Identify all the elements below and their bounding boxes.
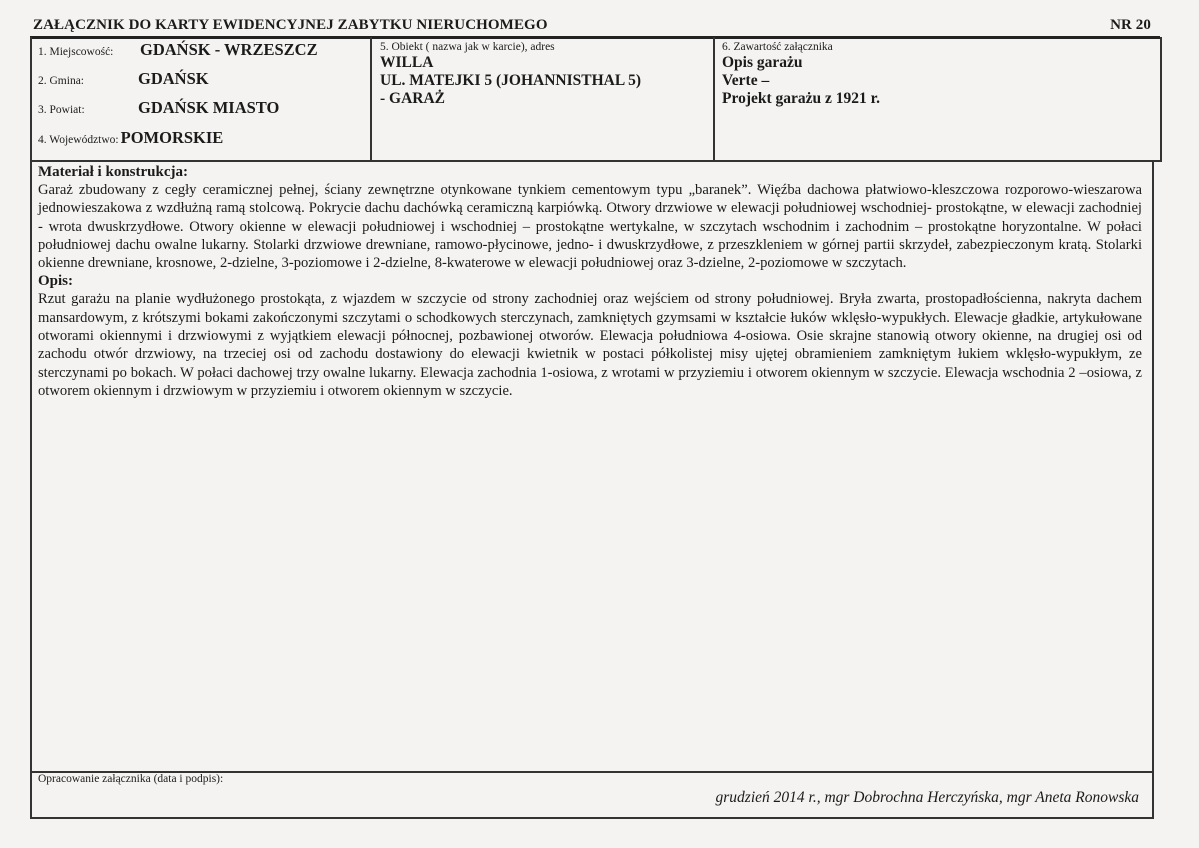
contents-item: Projekt garażu z 1921 r.: [722, 90, 880, 107]
contents-label: 6. Zawartość załącznika: [722, 41, 833, 53]
field-label: 4. Województwo:: [38, 134, 119, 146]
column-divider-1: [370, 37, 372, 162]
field-wojewodztwo: [38, 128, 223, 148]
field-value: POMORSKIE: [120, 128, 224, 147]
contents-item: Verte –: [722, 72, 770, 89]
contents-cell: [722, 41, 1142, 108]
field-powiat: [38, 98, 279, 118]
field-label: 2. Gmina:: [38, 75, 84, 87]
field-label: 3. Powiat:: [38, 104, 85, 116]
footer-signature: grudzień 2014 r., mgr Dobrochna Herczyńska, mgr Aneta Ronowska: [715, 789, 1139, 806]
contents-item: Opis garażu: [722, 54, 803, 71]
section-heading-material: Materiał i konstrukcja:: [38, 164, 188, 180]
document-title: ZAŁĄCZNIK DO KARTY EWIDENCYJNEJ ZABYTKU NIERUCHOMEGO: [33, 17, 548, 33]
section-text-material: Garaż zbudowany z cegły ceramicznej pełnej, ściany zewnętrzne otynkowane tynkiem cementowym typu „baranek”. Więźba dachowa płatwiowo-kleszczowa rozporowo-wieszarowa jednowieszakowa z wzdłużną ramą stolcową. Pokrycie dachu dachówką ceramiczną karpiówką. Otwory drzwiowe w elewacji południowej wschodniej- prostokątne, w elewacji zachodniej - wrota dwuskrzydłowe. Otwory okienne w elewacji południowej i wschodniej – prostokątne wertykalne, w szczytach wschodnim i zachodnim – prostokątne horyzontalne. W połaci południowej dachu owalne lukarny. Stolarki drzwiowe drewniane, ramowo-płycinowe, jedno- i dwuskrzydłowe, z przeszkleniem w górnej partii skrzydeł, zabezpieczonym kratą. Stolarki okienne drewniane, krosnowe, 2-dzielne, 3-poziomowe i 2-dzielne, 8-kwaterowe w elewacji południowej oraz 3-dzielne, 2-poziomowe w szczytach.: [38, 182, 1142, 272]
section-heading-description: Opis:: [38, 273, 74, 290]
field-gmina: [38, 69, 209, 89]
object-name: WILLA: [380, 54, 434, 71]
field-label: 1. Miejscowość:: [38, 46, 114, 58]
object-label: 5. Obiekt ( nazwa jak w karcie), adres: [380, 41, 555, 53]
field-value: GDAŃSK MIASTO: [138, 98, 280, 117]
field-miejscowosc: [38, 40, 318, 60]
object-part: - GARAŻ: [380, 90, 446, 107]
field-value: GDAŃSK: [138, 69, 209, 88]
title-row: [33, 17, 1151, 34]
description-content: [38, 163, 1142, 400]
attachment-number: NR 20: [1110, 17, 1151, 33]
object-cell: [380, 41, 705, 108]
field-value: GDAŃSK - WRZESZCZ: [140, 40, 318, 59]
section-text-description: Rzut garażu na planie wydłużonego prostokąta, z wjazdem w szczycie od strony zachodniej oraz wejściem od strony południowej. Bryła zwarta, prostopadłościenna, nakryta dachem mansardowym, z krótszymi bokami zakończonymi szczytami o schodkowych sterczynach, zamkniętych gzymsami w kształcie łuków wklęsło-wypukłych. Elewacje gładkie, artykułowane otworami okiennymi i drzwiowymi z wyjątkiem elewacji północnej, pozbawionej otworów. Elewacja południowa 4-osiowa. Osie skrajne stanowią otwory okienne, na drugiej osi od zachodu otwór drzwiowy, na trzeciej osi od zachodu dostawiony do elewacji kwietnik w postaci półkolistej misy ujętej obramieniem zamkniętym łukiem wklęsło-wypukłym, ze sterczynami po bokach. W połaci dachowej trzy owalne lukarny. Elewacja zachodnia 1-osiowa, z wrotami w przyziemiu i otworem okiennym w szczycie. Elewacja wschodnia 2 –osiowa, z otworem okiennym i drzwiowym w przyziemiu i otworem okiennym w szczycie.: [38, 291, 1142, 399]
object-address: UL. MATEJKI 5 (JOHANNISTHAL 5): [380, 72, 642, 89]
column-divider-2: [713, 37, 715, 162]
footer-label: Opracowanie załącznika (data i podpis):: [38, 773, 224, 785]
